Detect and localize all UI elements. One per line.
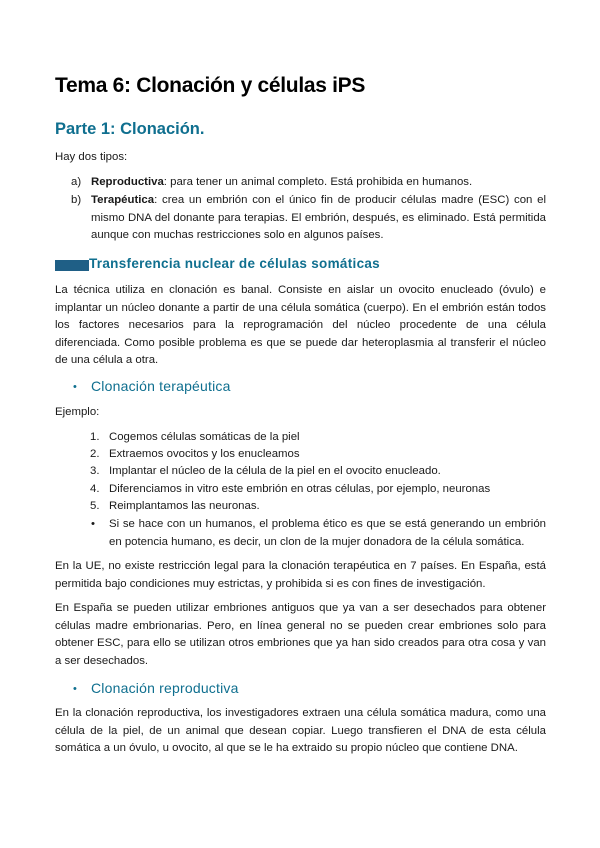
note-bullet-icon: • <box>91 518 95 530</box>
step-marker: 5. <box>90 500 100 512</box>
step-marker: 2. <box>90 448 100 460</box>
transfer-heading: Transferencia nuclear de células somáticas <box>89 256 380 271</box>
therapeutic-heading: Clonación terapéutica <box>91 378 231 394</box>
step-marker: 1. <box>90 431 100 443</box>
list-item <box>91 174 546 192</box>
section-bullet-icon: • <box>73 381 77 393</box>
ethics-note: Si se hace con un humanos, el problema ético es que se está generando un embrión en potencia humano, es decir, un clon de la mujer donadora de la célula somática. <box>109 518 546 548</box>
eu-paragraph: En la UE, no existe restricción legal para la clonación terapéutica en 7 países. En España, está permitida bajo condiciones muy estrictas, y prohibida si es con fines de investigación. <box>55 560 546 590</box>
list-marker: b) <box>71 194 82 206</box>
step-marker: 3. <box>90 465 100 477</box>
step-marker: 4. <box>90 483 100 495</box>
type-text: : crea un embrión con el único fin de producir células madre (ESC) con el mismo DNA del donante para terapias. El embrión, después, es eliminado. Está permitida aunque con muchas restricciones solo en algunos países. <box>91 194 546 241</box>
example-label: Ejemplo: <box>55 406 100 418</box>
document-title: Tema 6: Clonación y células iPS <box>55 74 366 97</box>
transfer-paragraph: La técnica utiliza en clonación es banal. Consiste en aislar un ovocito enucleado (óvulo) e implantar un núcleo donante a partir de una célula somática (cuerpo). En el embrión están todos los factores necesarios para la reprogramación del núcleo procedente de una célula diferenciada. Como posible problema es que se puede dar heteroplasmia al transferir el núcleo de una célula a otra. <box>55 284 546 366</box>
reproductive-heading: Clonación reproductiva <box>91 680 239 696</box>
types-intro: Hay dos tipos: <box>55 151 128 163</box>
step-item: Cogemos células somáticas de la piel <box>109 431 300 443</box>
list-item <box>91 192 546 245</box>
step-item: Extraemos ovocitos y los enucleamos <box>109 448 300 460</box>
type-label: Reproductiva <box>91 176 164 188</box>
spain-paragraph: En España se pueden utilizar embriones antiguos que ya van a ser desechados para obtener células madre embrionarias. Pero, en línea general no se pueden crear embriones solo para obtener ESC, para ello se utilizan otros embriones que ya han sido creados para otra cosa y van a ser desechados. <box>55 602 546 667</box>
list-marker: a) <box>71 176 82 188</box>
step-item: Implantar el núcleo de la célula de la piel en el ovocito enucleado. <box>109 465 441 477</box>
section-bullet-icon: • <box>73 683 77 695</box>
reproductive-paragraph: En la clonación reproductiva, los investigadores extraen una célula somática madura, como una célula de la piel, de un animal que desean copiar. Luego transfieren el DNA de esta célula somática a un óvulo, u ovocito, al que se le ha extraido su propio núcleo que contiene DNA. <box>55 707 546 754</box>
type-label: Terapéutica <box>91 194 155 206</box>
step-item: Diferenciamos in vitro este embrión en otras células, por ejemplo, neuronas <box>109 483 491 495</box>
part-1-heading: Parte 1: Clonación. <box>55 120 205 138</box>
step-item: Reimplantamos las neuronas. <box>109 500 260 512</box>
subheading-bar <box>55 260 89 271</box>
type-text: : para tener un animal completo. Está prohibida en humanos. <box>163 176 473 188</box>
